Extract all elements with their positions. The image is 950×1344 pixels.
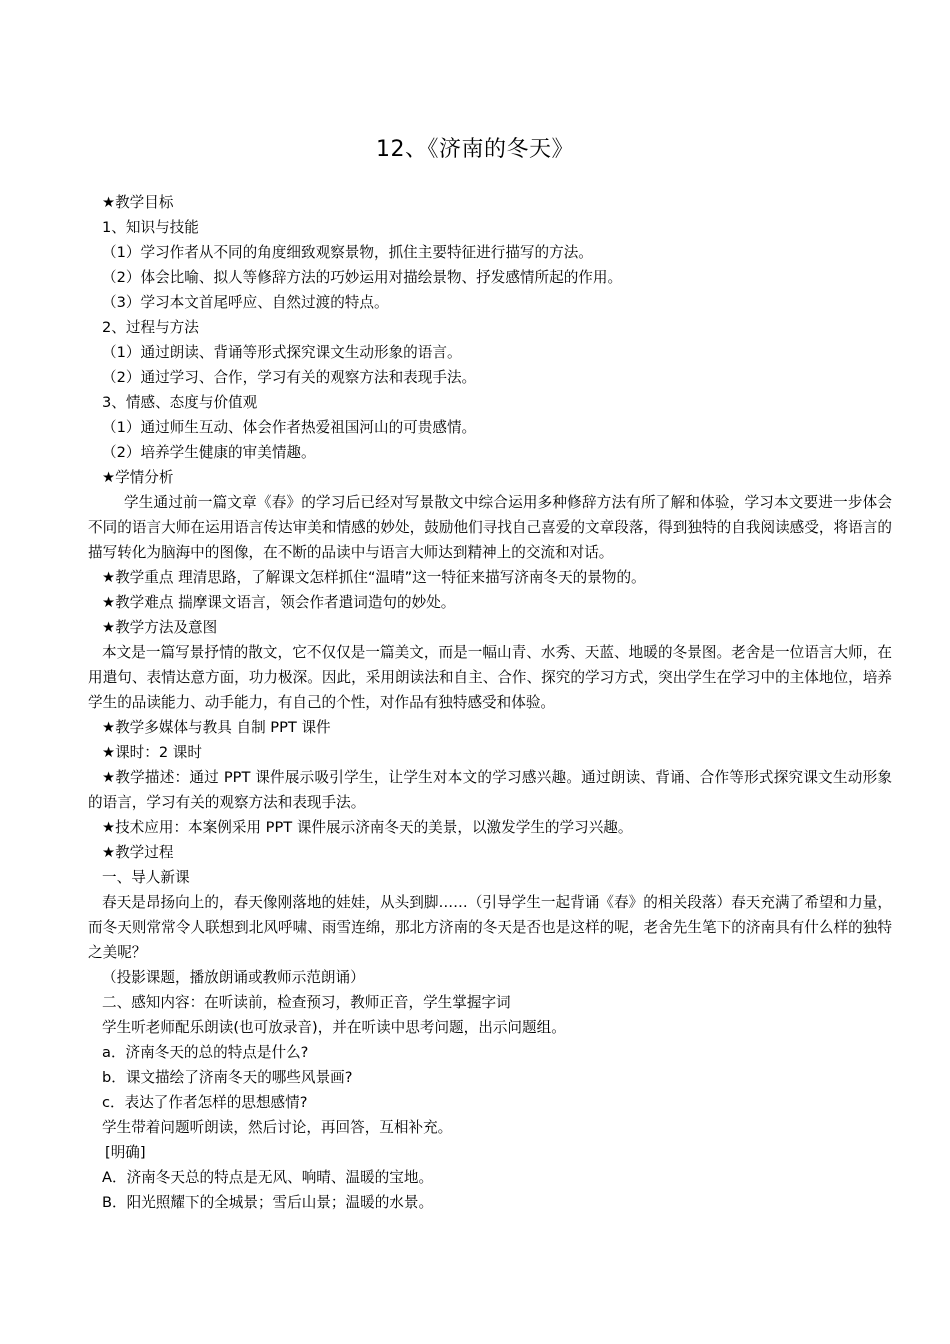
paragraph-listen: 学生听老师配乐朗读(也可放录音)，并在听读中思考问题，出示问题组。 (102, 1019, 566, 1036)
list-item: （3）学习本文首尾呼应、自然过渡的特点。 (102, 294, 389, 311)
section-technology: ★技术应用：本案例采用 PPT 课件展示济南冬天的美景，以激发学生的学习兴趣。 (102, 819, 633, 836)
list-item: （2）体会比喻、拟人等修辞方法的巧妙运用对描绘景物、抒发感情所起的作用。 (102, 269, 623, 286)
answer-item: A．济南冬天总的特点是无风、响晴、温暖的宝地。 (102, 1169, 434, 1186)
answer-item: B．阳光照耀下的全城景；雪后山景；温暖的水景。 (102, 1194, 434, 1211)
step-heading-perceive: 二、感知内容：在听读前，检查预习，教师正音，学生掌握字词 (102, 994, 511, 1011)
note-projection: （投影课题，播放朗诵或教师示范朗诵） (102, 969, 365, 986)
list-item: （2）培养学生健康的审美情趣。 (102, 444, 316, 461)
section-media-tools: ★教学多媒体与教具 自制 PPT 课件 (102, 719, 331, 736)
subheading-knowledge-skills: 1、知识与技能 (102, 219, 199, 236)
question-item: b．课文描绘了济南冬天的哪些风景画? (102, 1069, 353, 1086)
section-heading-process: ★教学过程 (102, 844, 174, 861)
list-item: （1）学习作者从不同的角度细致观察景物，抓住主要特征进行描写的方法。 (102, 244, 593, 261)
section-key-points: ★教学重点 理清思路，了解课文怎样抓住“温晴”这一特征来描写济南冬天的景物的。 (102, 569, 646, 586)
label-clarify: [明确] (105, 1144, 146, 1161)
list-item: （1）通过师生互动、体会作者热爱祖国河山的可贵感情。 (102, 419, 477, 436)
section-difficulties: ★教学难点 揣摩课文语言，领会作者遣词造句的妙处。 (102, 594, 456, 611)
section-heading-method: ★教学方法及意图 (102, 619, 218, 636)
section-heading-teaching-goals: ★教学目标 (102, 194, 174, 211)
question-item: c．表达了作者怎样的思想感情? (102, 1094, 308, 1111)
paragraph-method: 本文是一篇写景抒情的散文，它不仅仅是一篇美文，而是一幅山青、水秀、天蓝、地暖的冬景图。老舍是一位语言大师，在用遣句、表情达意方面，功力极深。因此，采用朗读法和自主、合作、探究的学习方式，突出学生在学习中的主体地位，培养学生的品读能力、动手能力，有自己的个性，对作品有独特感受和体验。 (88, 644, 892, 711)
list-item: （1）通过朗读、背诵等形式探究课文生动形象的语言。 (102, 344, 462, 361)
step-heading-introduction: 一、导人新课 (102, 869, 190, 886)
subheading-process-method: 2、过程与方法 (102, 319, 199, 336)
list-item: （2）通过学习、合作，学习有关的观察方法和表现手法。 (102, 369, 477, 386)
document-body (88, 190, 892, 1215)
section-class-hours: ★课时：2 课时 (102, 744, 202, 761)
subheading-emotion-attitude: 3、情感、态度与价值观 (102, 394, 258, 411)
paragraph-discussion: 学生带着问题听朗读，然后讨论，再回答，互相补充。 (102, 1119, 453, 1136)
paragraph-introduction: 春天是昂扬向上的，春天像刚落地的娃娃，从头到脚……（引导学生一起背诵《春》的相关段落）春天充满了希望和力量，而冬天则常常令人联想到北风呼啸、雨雪连绵，那北方济南的冬天是否也是这样的呢，老舍先生笔下的济南具有什么样的独特之美呢？ (88, 894, 892, 961)
paragraph-student-analysis: 学生通过前一篇文章《春》的学习后已经对写景散文中综合运用多种修辞方法有所了解和体验，学习本文要进一步体会不同的语言大师在运用语言传达审美和情感的妙处，鼓励他们寻找自己喜爱的文章段落，得到独特的自我阅读感受，将语言的描写转化为脑海中的图像，在不断的品读中与语言大师达到精神上的交流和对话。 (88, 494, 892, 561)
section-heading-student-analysis: ★学情分析 (102, 469, 174, 486)
paragraph-description: ★教学描述：通过 PPT 课件展示吸引学生，让学生对本文的学习感兴趣。通过朗读、背诵、合作等形式探究课文生动形象的语言，学习有关的观察方法和表现手法。 (88, 769, 892, 811)
question-item: a．济南冬天的总的特点是什么? (102, 1044, 309, 1061)
document-title: 12、《济南的冬天》 (376, 137, 574, 162)
